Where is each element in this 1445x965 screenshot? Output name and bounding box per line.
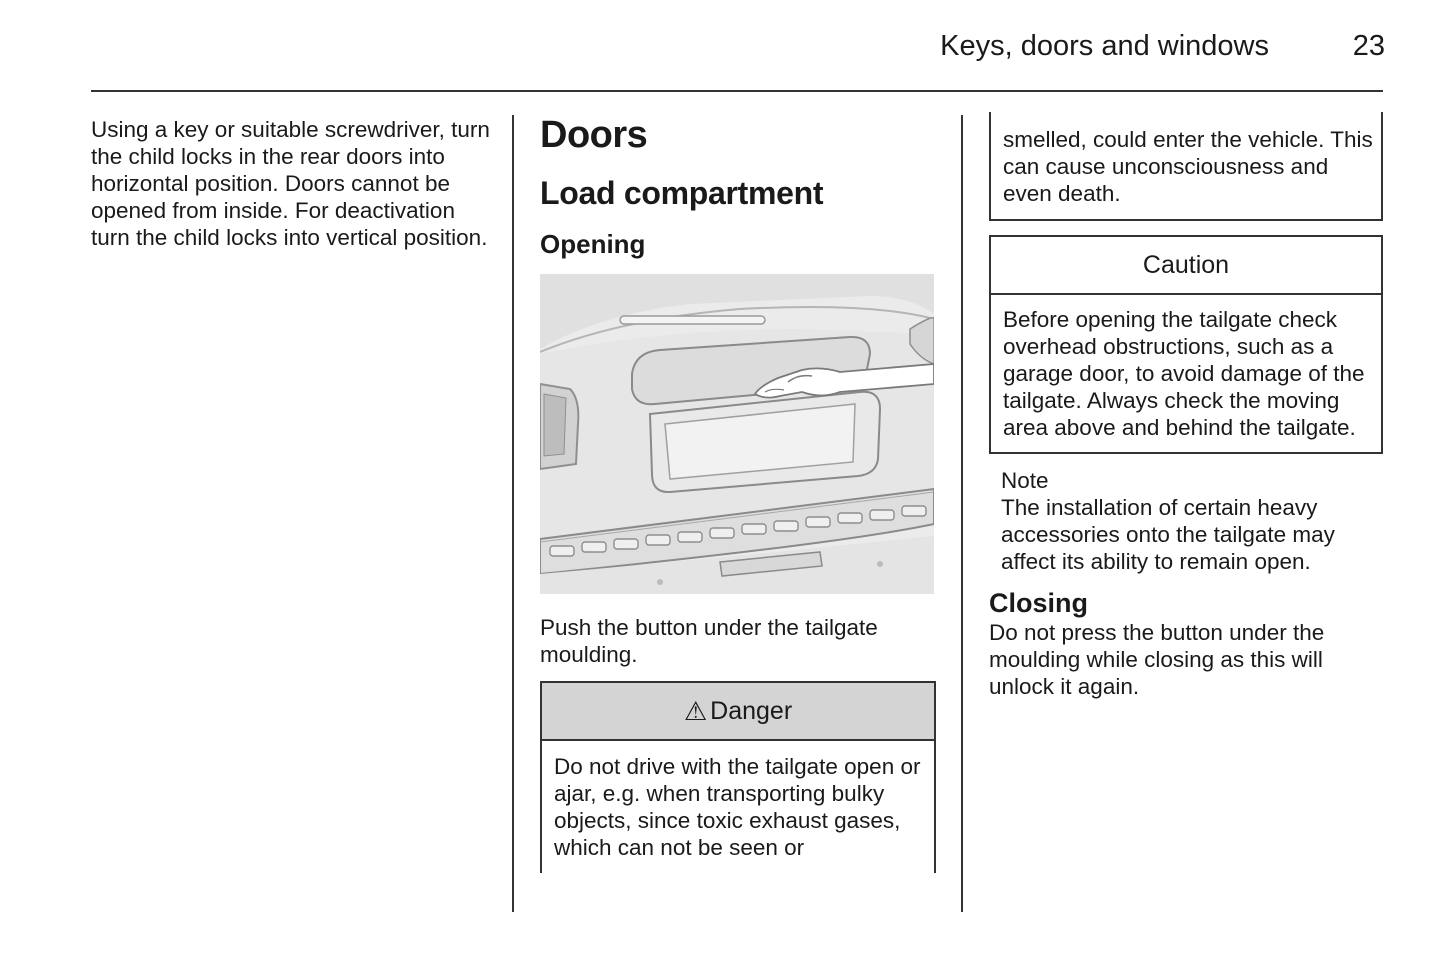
warning-triangle-icon: ⚠ [683, 695, 708, 726]
caution-box [989, 235, 1383, 454]
danger-continued-text: smelled, could enter the vehicle. This can cause unconsciousness and even death. [1003, 127, 1373, 206]
column-2 [540, 112, 934, 873]
caution-text: Before opening the tailgate check overhead obstructions, such as a garage door, to avoid damage of the tailgate. Always check the moving area above and behind the tailgate. [1003, 307, 1365, 440]
heading-opening: Opening [540, 229, 646, 259]
heading-doors: Doors [540, 114, 648, 156]
heading-load-compartment: Load compartment [540, 175, 824, 211]
danger-title: Danger [710, 696, 793, 725]
tailgate-button-illustration [540, 274, 934, 594]
danger-text: Do not drive with the tailgate open or ajar, e.g. when transporting bulky objects, since toxic exhaust gases, which can not be seen or [554, 754, 921, 860]
column-divider-1 [512, 115, 514, 912]
column-1 [91, 116, 496, 251]
child-lock-paragraph: Using a key or suitable screwdriver, turn the child locks in the rear doors into horizontal position. Doors cannot be opened from inside. For deactivation turn the child locks into vertical position. [91, 117, 490, 250]
column-3 [989, 112, 1383, 700]
note-block [989, 468, 1383, 575]
heading-closing: Closing [989, 588, 1088, 618]
caution-title: Caution [991, 237, 1381, 295]
danger-box-continued [989, 112, 1383, 221]
danger-box [540, 681, 936, 873]
running-header-title: Keys, doors and windows [940, 30, 1269, 62]
column-divider-2 [961, 115, 963, 912]
note-title: Note [1001, 468, 1049, 493]
figure-caption: Push the button under the tailgate moulding. [540, 615, 878, 667]
closing-text: Do not press the button under the moulding while closing as this will unlock it again. [989, 620, 1325, 699]
header-rule [91, 90, 1383, 92]
danger-header [542, 683, 934, 741]
note-text: The installation of certain heavy accessories onto the tailgate may affect its ability to remain open. [1001, 495, 1335, 574]
page-number: 23 [1352, 30, 1385, 62]
